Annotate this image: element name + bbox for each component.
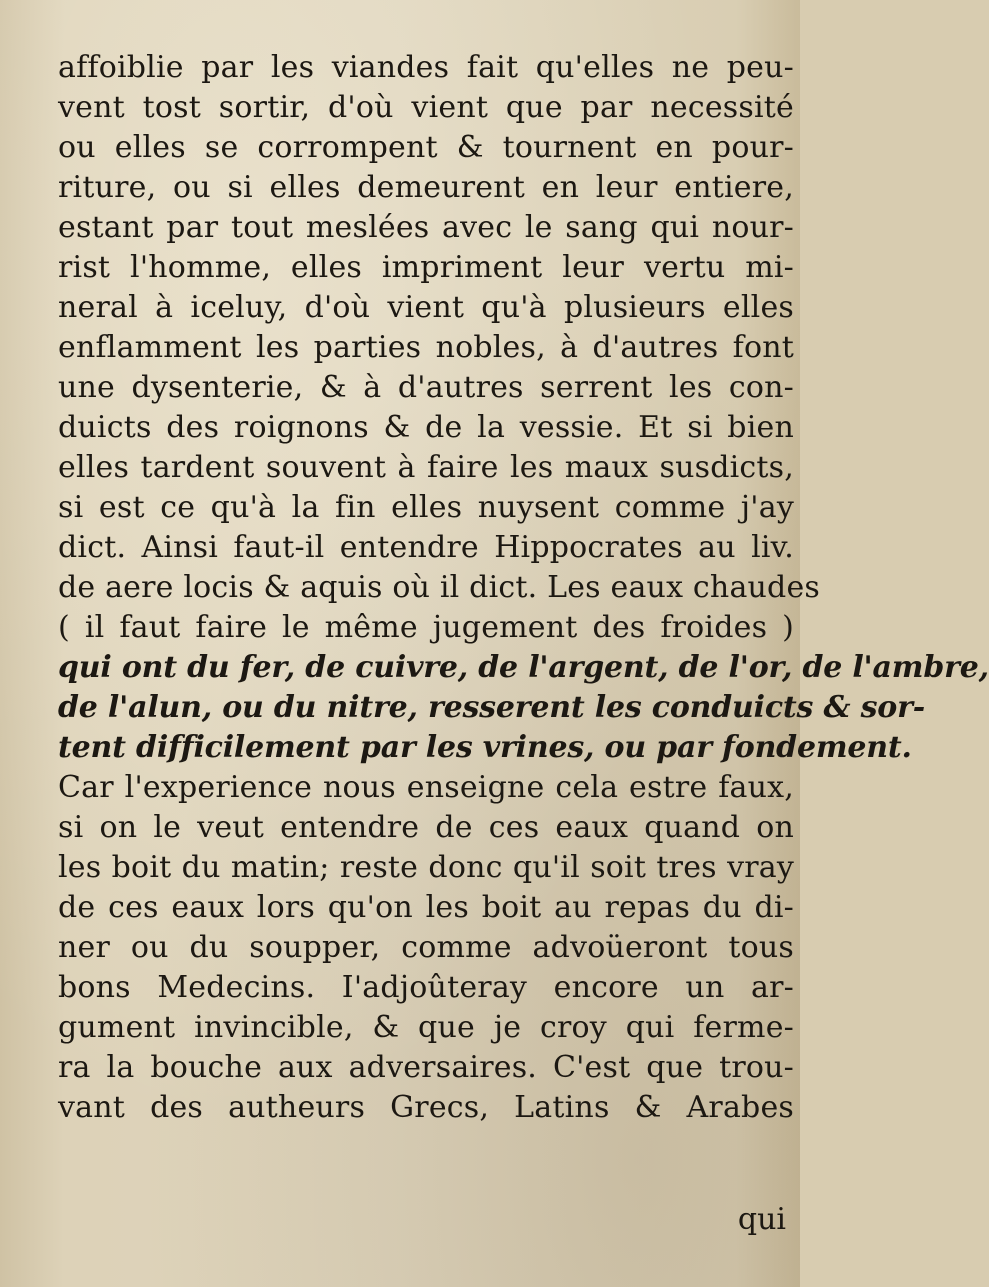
text-line-5: estant par tout meslées avec le sang qui nour- [58, 210, 794, 245]
text-line-3: ou elles se corrompent & tournent en pour- [58, 130, 794, 165]
text-line-12: si est ce qu'à la fin elles nuysent comme j'ay [58, 490, 794, 525]
text-line-9: une dysenterie, & à d'autres serrent les con- [58, 370, 794, 405]
text-line-7: neral à iceluy, d'où vient qu'à plusieurs elles [58, 290, 794, 325]
text-line-11: elles tardent souvent à faire les maux susdicts, [58, 450, 794, 485]
text-line-4: riture, ou si elles demeurent en leur entiere, [58, 170, 794, 205]
text-line-23: ner ou du soupper, comme advoüeront tous [58, 930, 794, 965]
text-line-8: enflamment les parties nobles, à d'autres font [58, 330, 794, 365]
text-line-22: de ces eaux lors qu'on les boit au repas du di- [58, 890, 794, 925]
text-line-18-quotation: tent difficilement par les vrines, ou par fondement. [58, 730, 912, 765]
text-line-10: duicts des roignons & de la vessie. Et si bien [58, 410, 794, 445]
text-line-27: vant des autheurs Grecs, Latins & Arabes [58, 1090, 794, 1125]
text-line-21: les boit du matin; reste donc qu'il soit tres vray [58, 850, 794, 885]
text-line-15: ( il faut faire le même jugement des froides ) [58, 610, 794, 645]
text-line-26: ra la bouche aux adversaires. C'est que trou- [58, 1050, 794, 1085]
text-line-1: affoiblie par les viandes fait qu'elles ne peu- [58, 50, 794, 85]
text-line-2: vent tost sortir, d'où vient que par necessité [58, 90, 794, 125]
text-line-14: de aere locis & aquis où il dict. Les eaux chaudes [58, 570, 821, 605]
text-line-19: Car l'experience nous enseigne cela estre faux, [58, 770, 794, 805]
text-line-20: si on le veut entendre de ces eaux quand on [58, 810, 794, 845]
page-text [58, 48, 989, 1128]
catchword: qui [737, 1202, 786, 1237]
text-line-17-quotation: de l'alun, ou du nitre, resserent les conduicts & sor- [58, 690, 925, 725]
text-line-6: rist l'homme, elles impriment leur vertu mi- [58, 250, 794, 285]
text-line-24: bons Medecins. I'adjoûteray encore un ar- [58, 970, 794, 1005]
text-line-13: dict. Ainsi faut-il entendre Hippocrates au liv. [58, 530, 794, 565]
text-line-16-quotation: qui ont du fer, de cuivre, de l'argent, de l'or, de l'ambre, [58, 650, 989, 685]
text-line-25: gument invincible, & que je croy qui ferme- [58, 1010, 794, 1045]
